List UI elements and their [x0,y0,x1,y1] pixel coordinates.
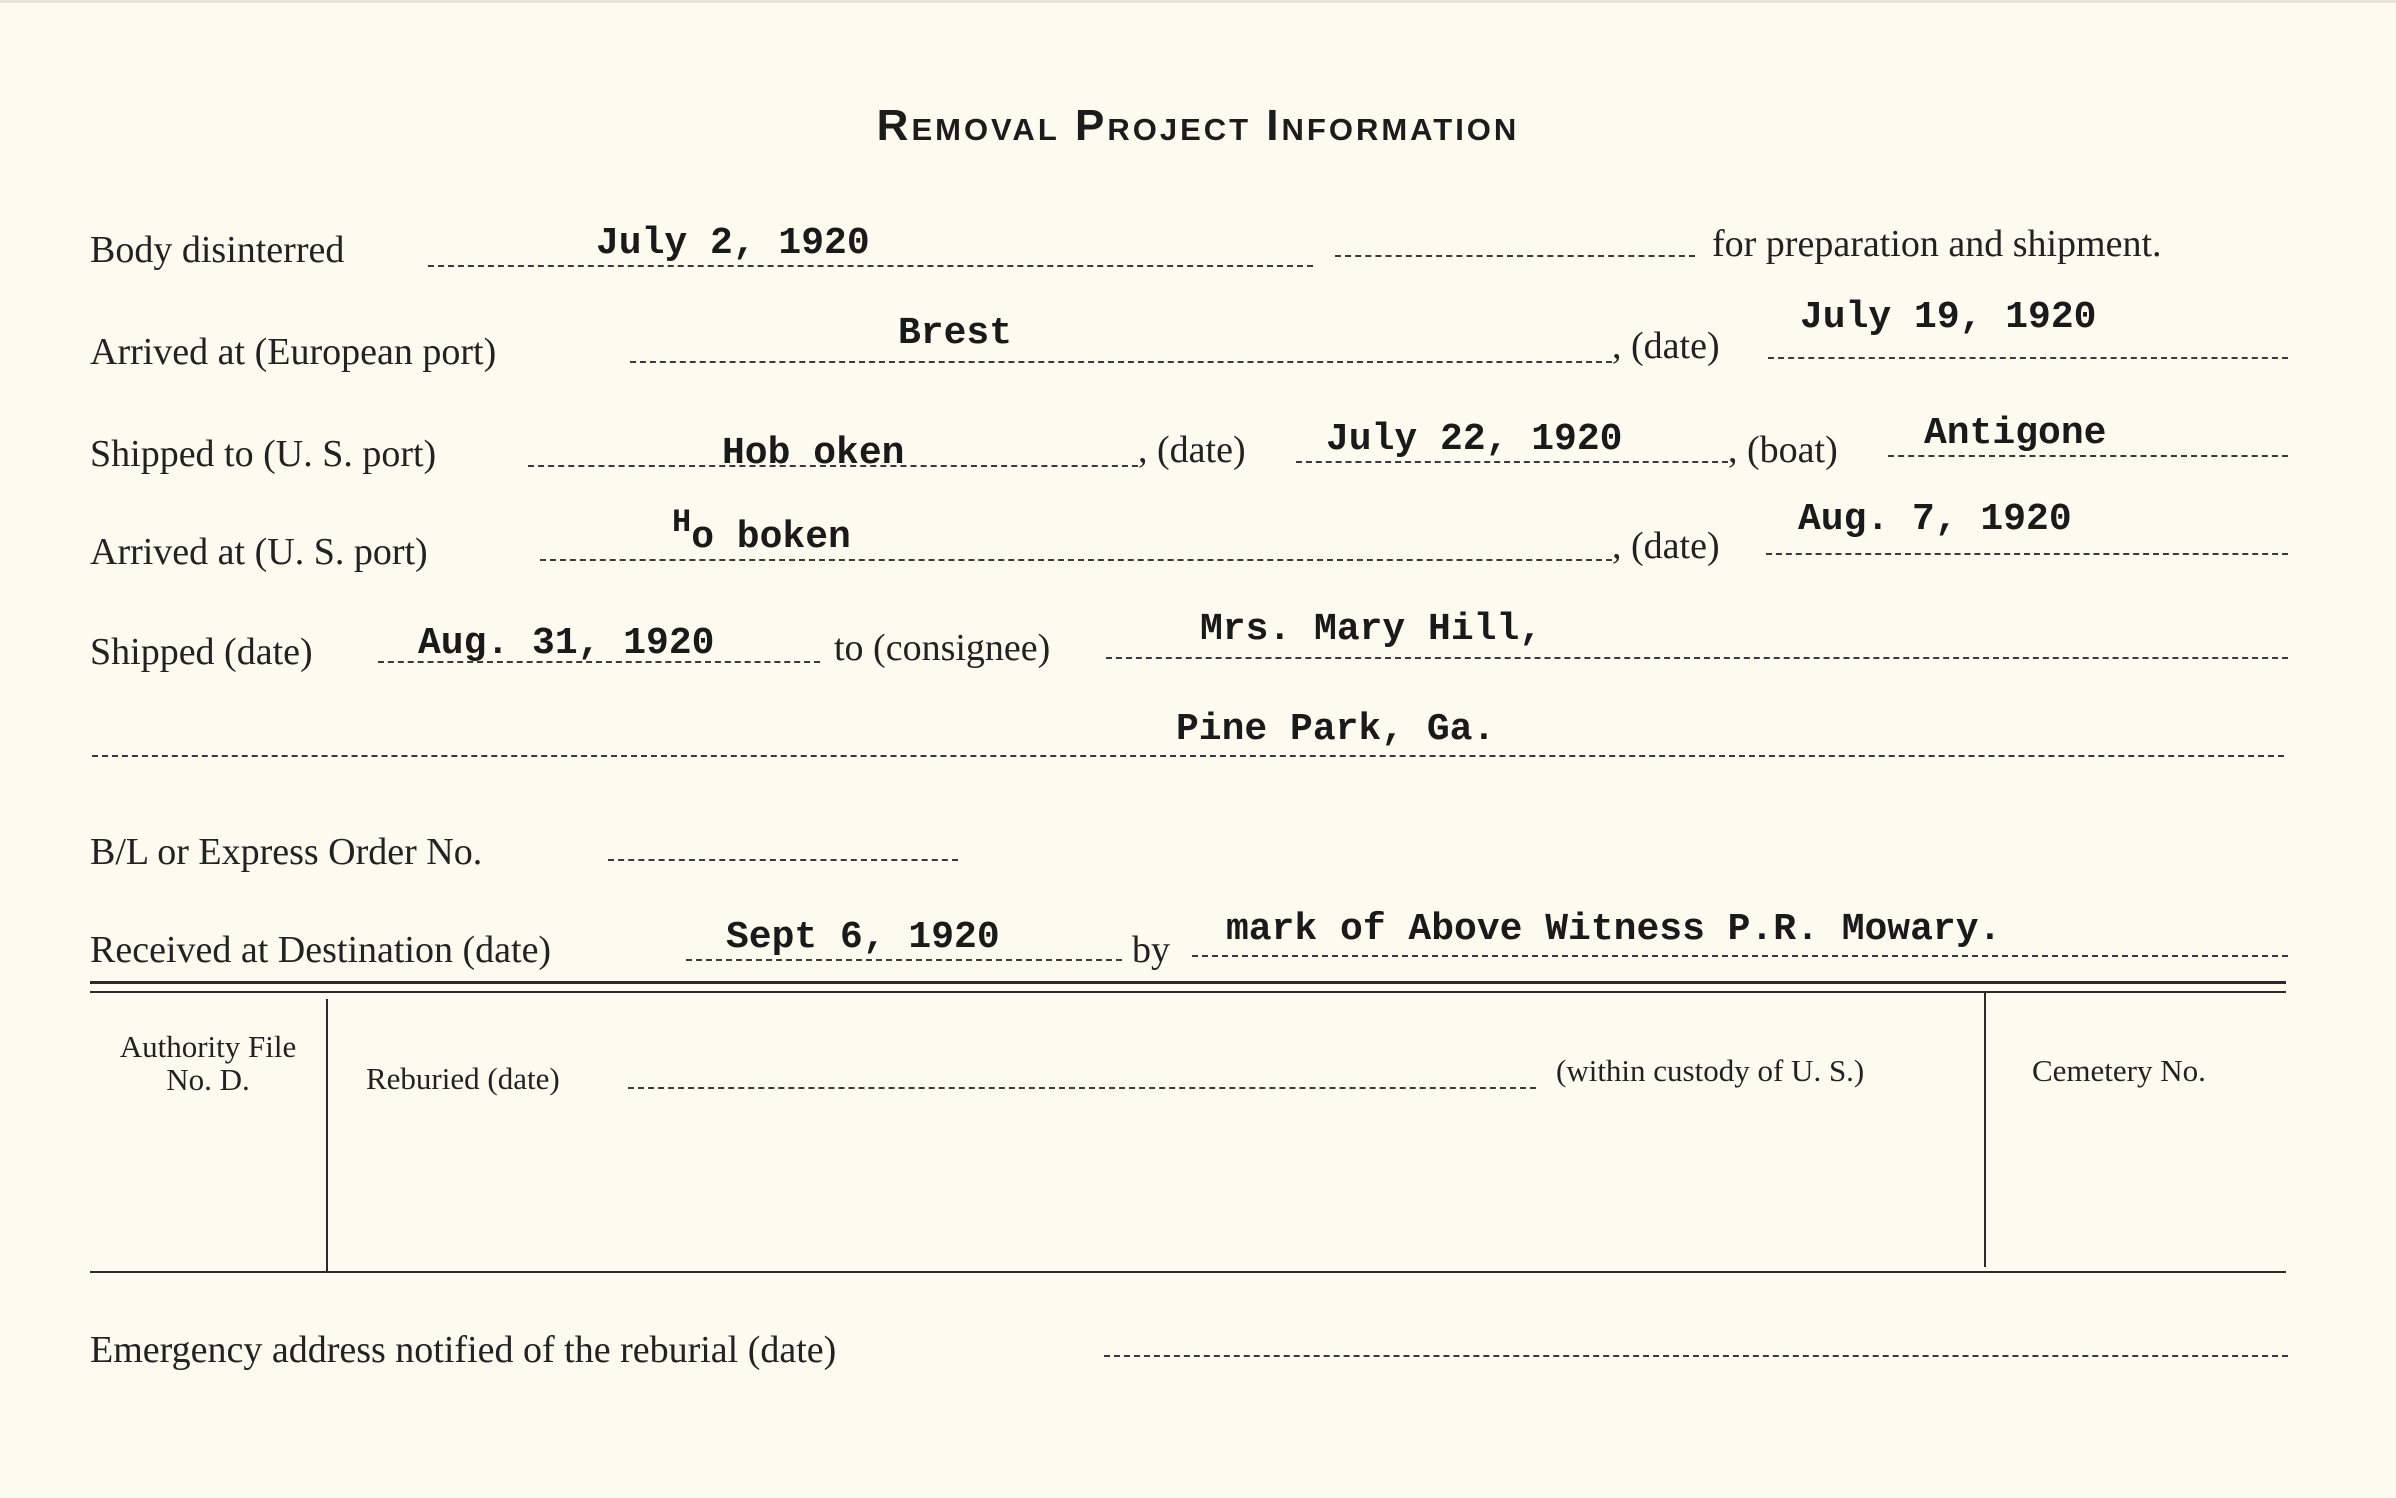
disinterred-date: July 2, 1920 [596,222,870,265]
reburied-line [628,1087,1536,1089]
boat-value: Antigone [1924,412,2107,455]
shipped-date-value: July 22, 1920 [1326,418,1623,461]
european-port-line [630,361,1612,363]
reburied-label: Reburied (date) [366,1061,560,1096]
cemetery-label: Cemetery No. [2032,1053,2206,1088]
received-by-value: mark of Above Witness P.R. Mowary. [1226,908,2002,951]
order-label: B/L or Express Order No. [90,831,483,873]
custody-label: (within custody of U. S.) [1556,1053,1865,1088]
boat-label: , (boat) [1728,429,1838,471]
arrived-date-line [1766,553,2288,555]
us-port-shipped-label: Shipped to (U. S. port) [90,433,437,475]
authority-label: Authority File No. D. [119,1029,297,1097]
us-port-arrived-value [672,504,851,559]
european-date-label: , (date) [1612,325,1720,367]
received-by-line [1192,955,2288,957]
table-top-rule [90,981,2286,984]
shipped-date-label: , (date) [1138,429,1246,471]
shipped-date: Aug. 31, 1920 [418,622,715,665]
consignee-line [1106,657,2288,659]
disinterred-line-2 [1335,255,1695,257]
shipped-date-line [1296,461,1728,463]
shipped-label: Shipped (date) [90,631,313,673]
us-port-shipped-value: Hob oken [722,432,905,475]
emergency-line [1104,1355,2288,1357]
us-port-arrived-rest: o boken [691,516,851,559]
order-line [608,859,958,861]
disinterred-suffix: for preparation and shipment. [1712,223,2162,265]
address-value: Pine Park, Ga. [1176,708,1496,751]
us-port-arrived-initial: H [672,504,692,541]
consignee-label: to (consignee) [834,627,1051,669]
boat-line [1888,455,2288,457]
table-divider-right [1984,993,1986,1267]
table-divider-left [326,999,328,1271]
address-line [92,755,2284,757]
disinterred-label: Body disinterred [90,229,345,271]
us-port-arrived-label: Arrived at (U. S. port) [90,531,428,573]
arrived-date-value: Aug. 7, 1920 [1798,498,2072,541]
received-line [686,959,1122,961]
page-title: Removal Project Information [876,101,1520,150]
disinterred-line [428,265,1313,267]
consignee-value: Mrs. Mary Hill, [1200,608,1543,651]
european-port-label: Arrived at (European port) [90,331,497,373]
us-port-arrived-line [540,559,1612,561]
received-date: Sept 6, 1920 [726,916,1000,959]
arrived-date-label: , (date) [1612,525,1720,567]
european-date-line [1768,357,2288,359]
table-bottom-rule [90,1271,2286,1273]
european-date-value: July 19, 1920 [1800,296,2097,339]
table-top-rule-2 [90,991,2286,993]
received-by-label: by [1132,929,1170,971]
emergency-label: Emergency address notified of the reburial (date) [90,1329,837,1371]
received-label: Received at Destination (date) [90,929,552,971]
european-port-value: Brest [898,312,1013,355]
